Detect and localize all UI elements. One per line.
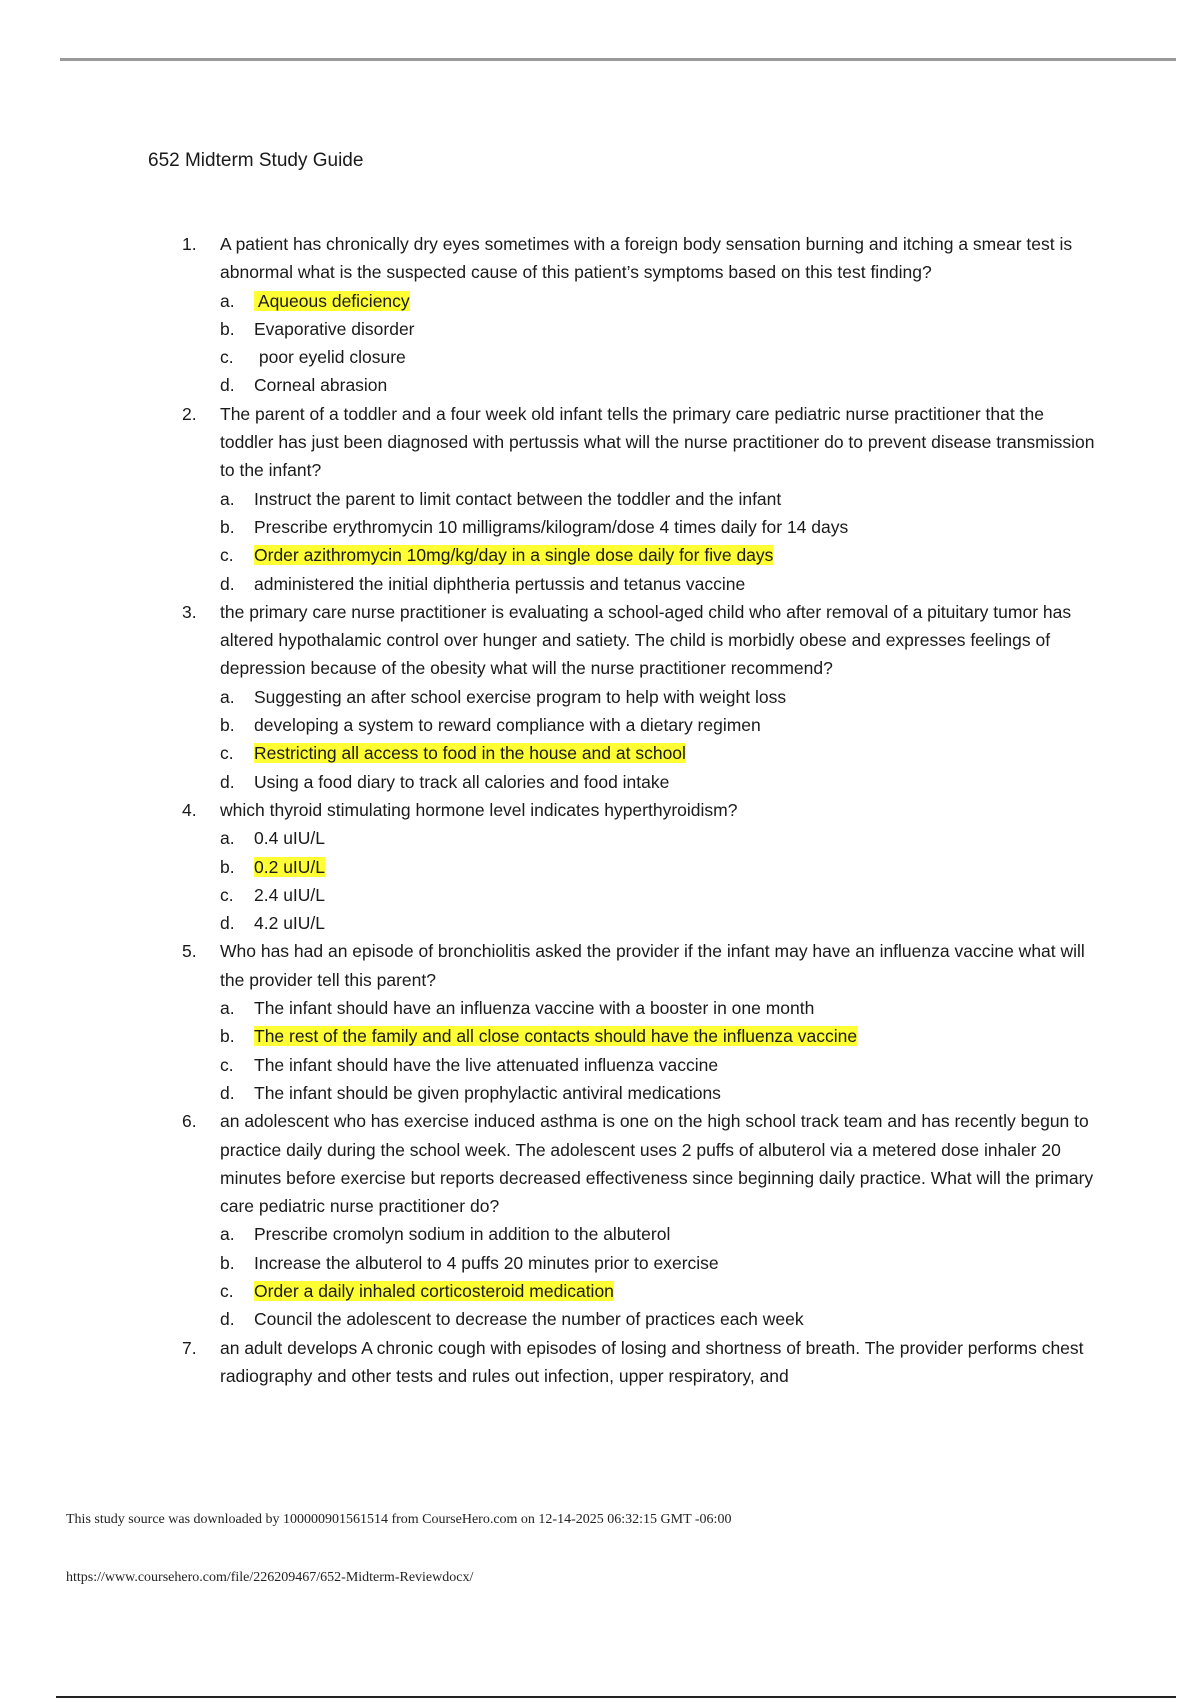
answer-option (182, 683, 1102, 711)
option-label: c. (220, 545, 234, 566)
question-list (182, 230, 1102, 1390)
option-text: 4.2 uIU/L (254, 913, 326, 934)
option-label: b. (220, 516, 235, 537)
question-number: 3. (182, 601, 197, 622)
top-rule (60, 58, 1176, 61)
answer-option (182, 739, 1102, 767)
option-text: Increase the albuterol to 4 puffs 20 minutes prior to exercise (254, 1252, 719, 1273)
question-text: The parent of a toddler and a four week old infant tells the primary care pediatric nurse practitioner that the toddler has just been diagnosed with pertussis what will the nurse practitioner do to prevent disease transmission to the infant? (220, 403, 1095, 481)
option-label: b. (220, 715, 235, 736)
answer-option (182, 824, 1102, 852)
answer-option (182, 1305, 1102, 1333)
question-number: 5. (182, 941, 197, 962)
option-label: c. (220, 884, 234, 905)
option-label: a. (220, 1224, 235, 1245)
question-text: an adolescent who has exercise induced asthma is one on the high school track team and has recently begun to practice daily during the school week. The adolescent uses 2 puffs of albuterol via a metered dose inhaler 20 minutes before exercise but reports decreased effectiveness since beginning daily practice. What will the primary care pediatric nurse practitioner do? (220, 1111, 1094, 1217)
question-item (182, 1334, 1102, 1391)
page-title: 652 Midterm Study Guide (148, 150, 364, 171)
option-text: Using a food diary to track all calories and food intake (254, 771, 670, 792)
answer-option (182, 1079, 1102, 1107)
option-label: d. (220, 1082, 235, 1103)
question-item (182, 598, 1102, 683)
question-number: 4. (182, 799, 197, 820)
option-text-highlighted: Order azithromycin 10mg/kg/day in a single dose daily for five days (254, 545, 774, 566)
question-item (182, 796, 1102, 824)
question-item (182, 230, 1102, 287)
option-text: Corneal abrasion (254, 375, 388, 396)
option-label: d. (220, 771, 235, 792)
bottom-rule (56, 1696, 1176, 1698)
option-text: poor eyelid closure (254, 347, 406, 368)
question-text: the primary care nurse practitioner is evaluating a school-aged child who after removal of a pituitary tumor has altered hypothalamic control over hunger and satiety. The child is morbidly obese and expresses feelings of depression because of the obesity what will the nurse practitioner recommend? (220, 601, 1072, 679)
option-text: 0.4 uIU/L (254, 828, 326, 849)
answer-option (182, 1277, 1102, 1305)
option-text-highlighted: 0.2 uIU/L (254, 856, 326, 877)
question-number: 6. (182, 1111, 197, 1132)
question-number: 7. (182, 1337, 197, 1358)
option-text: Evaporative disorder (254, 318, 415, 339)
answer-option (182, 485, 1102, 513)
option-label: c. (220, 1280, 234, 1301)
option-label: d. (220, 913, 235, 934)
answer-option (182, 994, 1102, 1022)
option-label: c. (220, 1054, 234, 1075)
question-item (182, 400, 1102, 485)
option-text: The infant should have an influenza vaccine with a booster in one month (254, 998, 815, 1019)
option-label: b. (220, 318, 235, 339)
option-text: The infant should be given prophylactic antiviral medications (254, 1082, 721, 1103)
answer-option (182, 853, 1102, 881)
answer-option (182, 343, 1102, 371)
option-text: Suggesting an after school exercise program to help with weight loss (254, 686, 787, 707)
answer-option (182, 881, 1102, 909)
option-label: a. (220, 998, 235, 1019)
option-label: d. (220, 1309, 235, 1330)
answer-option (182, 1022, 1102, 1050)
option-text-highlighted: Order a daily inhaled corticosteroid medication (254, 1280, 614, 1301)
answer-option (182, 909, 1102, 937)
option-label: a. (220, 290, 235, 311)
option-label: c. (220, 347, 234, 368)
option-label: a. (220, 686, 235, 707)
option-label: a. (220, 828, 235, 849)
footer-source-line: This study source was downloaded by 100000901561514 from CourseHero.com on 12-14-2025 06:32:15 GMT -06:00 (66, 1512, 732, 1527)
question-text: an adult develops A chronic cough with episodes of losing and shortness of breath. The provider performs chest radiography and other tests and rules out infection, upper respiratory, and (220, 1337, 1084, 1386)
option-label: b. (220, 856, 235, 877)
question-text: A patient has chronically dry eyes sometimes with a foreign body sensation burning and itching a smear test is abnormal what is the suspected cause of this patient’s symptoms based on this test finding? (220, 234, 1073, 283)
option-text-highlighted: The rest of the family and all close contacts should have the influenza vaccine (254, 1026, 858, 1047)
option-text: Council the adolescent to decrease the number of practices each week (254, 1309, 804, 1330)
answer-option (182, 768, 1102, 796)
answer-option (182, 541, 1102, 569)
option-text: Prescribe erythromycin 10 milligrams/kilogram/dose 4 times daily for 14 days (254, 516, 849, 537)
option-label: b. (220, 1026, 235, 1047)
question-number: 2. (182, 403, 197, 424)
option-text-highlighted: Aqueous deficiency (254, 290, 410, 311)
option-text: administered the initial diphtheria pertussis and tetanus vaccine (254, 573, 746, 594)
answer-option (182, 1051, 1102, 1079)
question-number: 1. (182, 234, 197, 254)
question-item (182, 937, 1102, 994)
option-label: a. (220, 488, 235, 509)
option-label: c. (220, 743, 234, 764)
answer-option (182, 711, 1102, 739)
option-text: 2.4 uIU/L (254, 884, 326, 905)
option-text-highlighted: Restricting all access to food in the house and at school (254, 743, 686, 764)
answer-option (182, 371, 1102, 399)
option-label: d. (220, 573, 235, 594)
question-text: Who has had an episode of bronchiolitis asked the provider if the infant may have an influenza vaccine what will the provider tell this parent? (220, 941, 1085, 990)
option-label: d. (220, 375, 235, 396)
option-text: developing a system to reward compliance with a dietary regimen (254, 715, 761, 736)
answer-option (182, 570, 1102, 598)
footer-url[interactable]: https://www.coursehero.com/file/226209467/652-Midterm-Reviewdocx/ (66, 1570, 474, 1585)
option-text: Instruct the parent to limit contact between the toddler and the infant (254, 488, 782, 509)
answer-option (182, 1220, 1102, 1248)
answer-option (182, 513, 1102, 541)
answer-option (182, 287, 1102, 315)
option-text: The infant should have the live attenuated influenza vaccine (254, 1054, 719, 1075)
answer-option (182, 1249, 1102, 1277)
option-text: Prescribe cromolyn sodium in addition to the albuterol (254, 1224, 671, 1245)
question-item (182, 1107, 1102, 1220)
answer-option (182, 315, 1102, 343)
question-text: which thyroid stimulating hormone level indicates hyperthyroidism? (220, 799, 738, 820)
option-label: b. (220, 1252, 235, 1273)
